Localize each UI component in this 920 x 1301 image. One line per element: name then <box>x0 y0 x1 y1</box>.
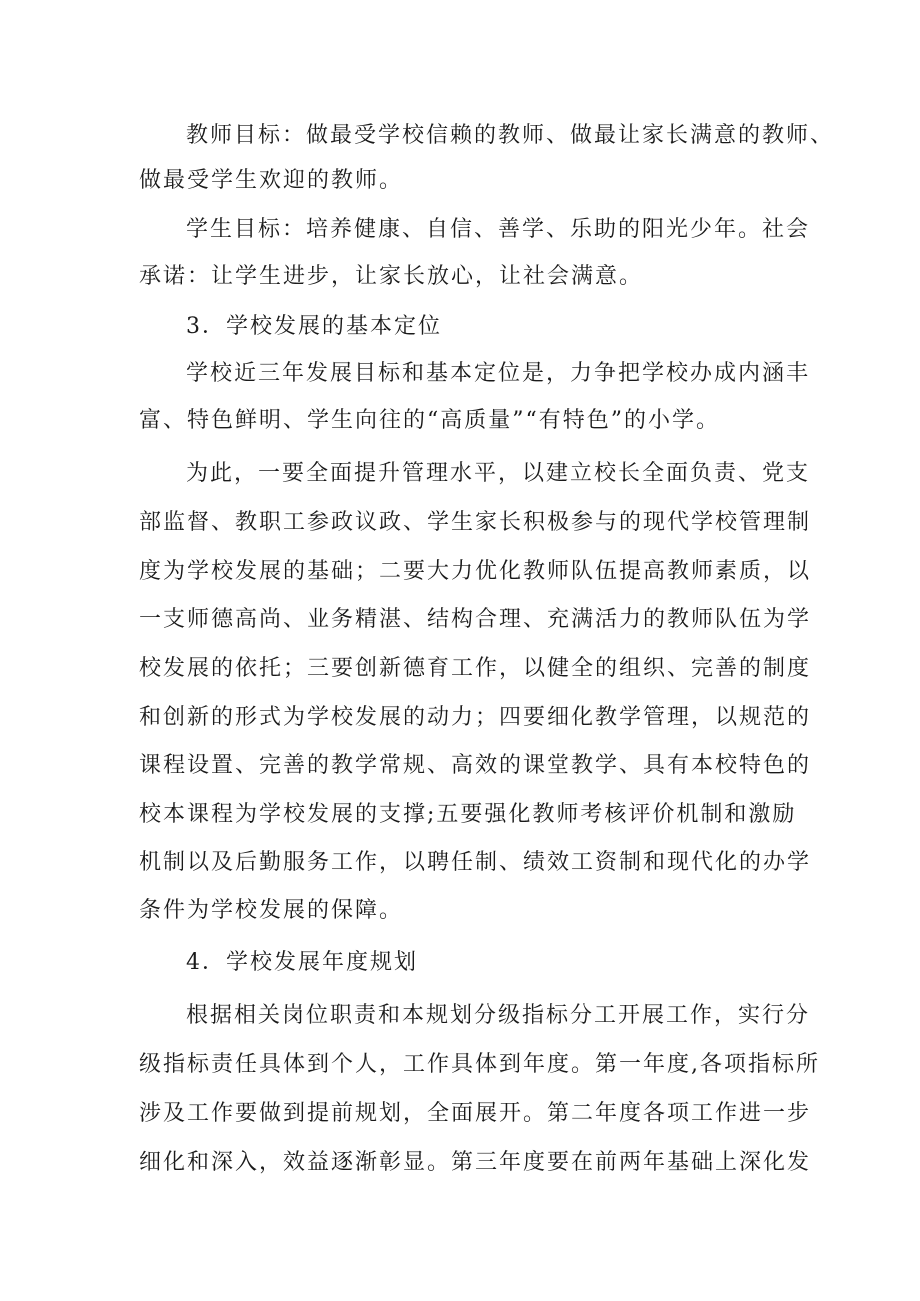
section-heading: 3．学校发展的基本定位 <box>186 314 442 339</box>
text-line: 一支师德高尚、业务精湛、结构合理、充满活力的教师队伍为学 <box>139 607 812 632</box>
text-line: 承诺：让学生进步，让家长放心，让社会满意。 <box>139 264 644 289</box>
text-line: 条件为学校发展的保障。 <box>139 898 404 923</box>
text-line: 学生目标：培养健康、自信、善学、乐助的阳光少年。社会 <box>186 217 811 242</box>
text-line: 富、特色鲜明、学生向往的“高质量”“有特色”的小学。 <box>139 408 720 433</box>
text-line: 和创新的形式为学校发展的动力；四要细化教学管理，以规范的 <box>139 705 812 730</box>
text-line: 校发展的依托；三要创新德育工作，以健全的组织、完善的制度 <box>139 656 812 681</box>
text-line: 细化和深入，效益逐渐彰显。第三年度要在前两年基础上深化发 <box>139 1150 812 1175</box>
text-line: 机制以及后勤服务工作，以聘任制、绩效工资制和现代化的办学 <box>139 850 812 875</box>
section-heading: 4．学校发展年度规划 <box>186 950 418 975</box>
text-line: 学校近三年发展目标和基本定位是，力争把学校办成内涵丰 <box>186 361 811 386</box>
text-line: 课程设置、完善的教学常规、高效的课堂教学、具有本校特色的 <box>139 753 812 778</box>
text-line: 级指标责任具体到个人，工作具体到年度。第一年度,各项指标所 <box>139 1052 820 1077</box>
text-line: 涉及工作要做到提前规划，全面展开。第二年度各项工作进一步 <box>139 1101 812 1126</box>
text-line: 做最受学生欢迎的教师。 <box>139 168 404 193</box>
text-line: 教师目标：做最受学校信赖的教师、做最让家长满意的教师、 <box>186 123 835 148</box>
text-line: 为此，一要全面提升管理水平，以建立校长全面负责、党支 <box>186 461 811 486</box>
text-line: 校本课程为学校发展的支撑;五要强化教师考核评价机制和激励 <box>139 802 797 827</box>
text-line: 部监督、教职工参政议政、学生家长积极参与的现代学校管理制 <box>139 510 812 535</box>
text-line: 度为学校发展的基础；二要大力优化教师队伍提高教师素质，以 <box>139 559 812 584</box>
text-line: 根据相关岗位职责和本规划分级指标分工开展工作，实行分 <box>186 1003 811 1028</box>
